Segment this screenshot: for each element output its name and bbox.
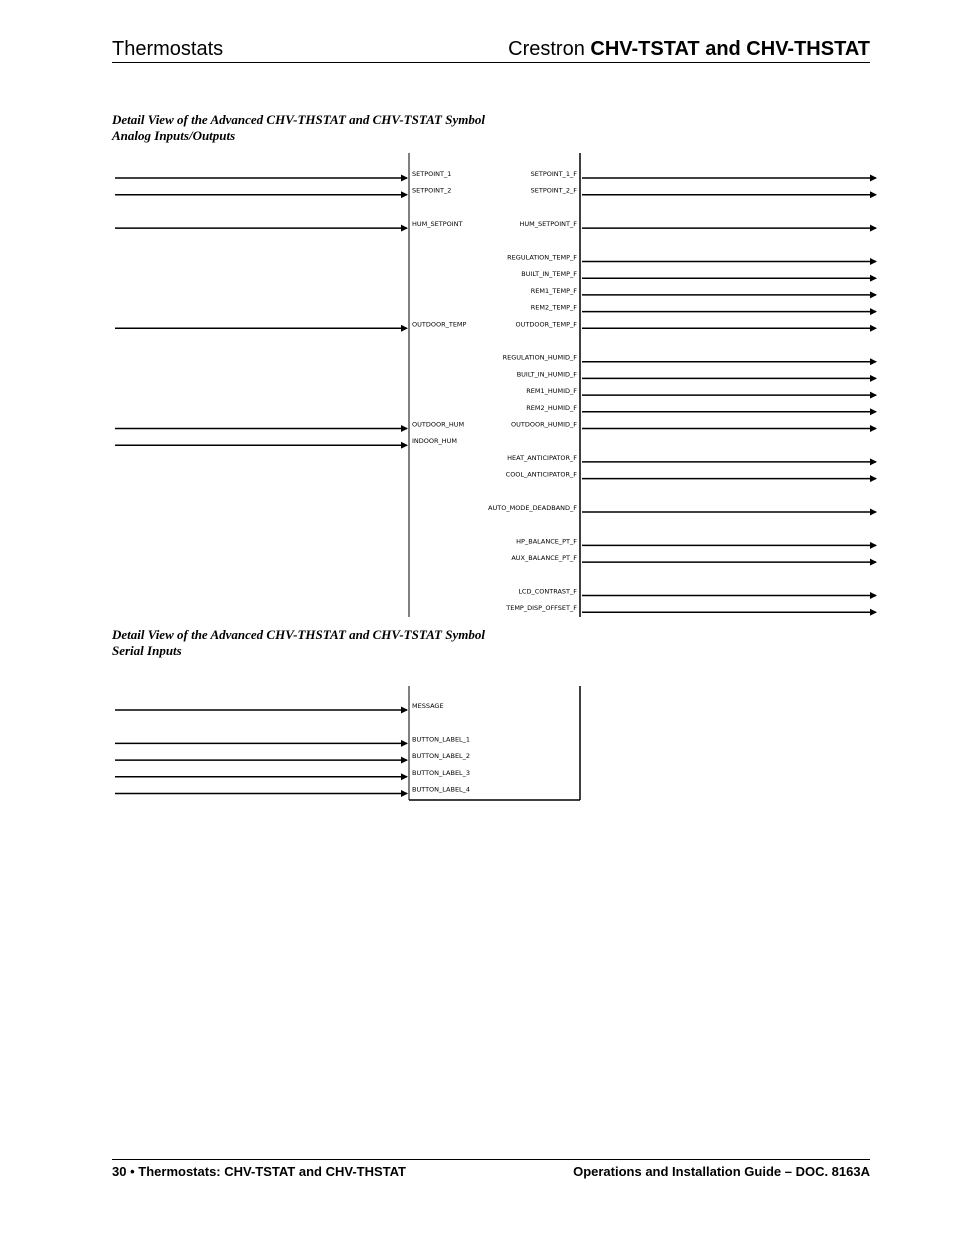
analog-output-label: REM1_HUMID_F: [526, 387, 577, 396]
analog-symbol-box: [115, 153, 876, 617]
analog-input-label: SETPOINT_1: [412, 170, 452, 178]
serial-symbol-box: [115, 686, 580, 800]
serial-input-label: BUTTON_LABEL_2: [412, 752, 471, 761]
caption-serial-line1: Detail View of the Advanced CHV-THSTAT and CHV-TSTAT Symbol: [112, 627, 485, 642]
analog-output-label: HUM_SETPOINT_F: [519, 220, 577, 229]
header-section-title: Thermostats: [112, 38, 224, 60]
analog-output-label: REGULATION_TEMP_F: [507, 253, 577, 262]
analog-output-label: REM2_HUMID_F: [526, 403, 577, 412]
analog-output-label: COOL_ANTICIPATOR_F: [505, 470, 577, 479]
analog-input-label: SETPOINT_2: [412, 186, 452, 195]
caption-analog-line2: Analog Inputs/Outputs: [112, 128, 236, 143]
serial-input-label: MESSAGE: [412, 702, 444, 710]
analog-output-label: AUX_BALANCE_PT_F: [511, 554, 577, 563]
analog-output-label: SETPOINT_1_F: [530, 170, 577, 178]
analog-output-label: OUTDOOR_HUMID_F: [510, 420, 577, 429]
analog-output-label: HEAT_ANTICIPATOR_F: [507, 453, 577, 462]
caption-serial-line2: Serial Inputs: [112, 643, 182, 658]
analog-input-label: HUM_SETPOINT: [412, 220, 463, 229]
analog-output-label: SETPOINT_2_F: [530, 186, 577, 195]
analog-input-label: INDOOR_HUM: [412, 437, 458, 446]
footer-doc-reference: Operations and Installation Guide – DOC. 8163A: [573, 1164, 870, 1179]
serial-input-label: BUTTON_LABEL_1: [412, 735, 471, 744]
serial-input-label: BUTTON_LABEL_4: [412, 785, 471, 794]
analog-output-label: TEMP_DISP_OFFSET_F: [506, 604, 577, 613]
page-footer: [112, 1159, 870, 1182]
analog-output-label: HP_BALANCE_PT_F: [516, 537, 577, 546]
footer-bullet: •: [130, 1164, 135, 1179]
page-number: 30: [112, 1164, 127, 1179]
analog-input-label: OUTDOOR_HUM: [412, 420, 465, 429]
header-brand: Crestron: [508, 38, 591, 60]
analog-output-label: AUTO_MODE_DEADBAND_F: [488, 504, 577, 512]
analog-output-label: REM1_TEMP_F: [530, 286, 577, 295]
analog-output-label: LCD_CONTRAST_F: [518, 587, 577, 596]
analog-output-label: REM2_TEMP_F: [530, 303, 577, 312]
analog-input-label: OUTDOOR_TEMP: [412, 320, 467, 329]
analog-output-label: OUTDOOR_TEMP_F: [515, 320, 577, 329]
analog-output-label: BUILT_IN_HUMID_F: [516, 370, 577, 379]
header-product-name: CHV-TSTAT and CHV-THSTAT: [590, 38, 870, 60]
footer-doc-title: Thermostats: CHV-TSTAT and CHV-THSTAT: [138, 1164, 406, 1179]
analog-output-label: BUILT_IN_TEMP_F: [521, 270, 577, 279]
caption-analog-line1: Detail View of the Advanced CHV-THSTAT and CHV-TSTAT Symbol: [112, 112, 485, 127]
serial-input-label: BUTTON_LABEL_3: [412, 768, 471, 777]
footer-left: [112, 1164, 406, 1179]
analog-output-label: REGULATION_HUMID_F: [502, 353, 577, 362]
